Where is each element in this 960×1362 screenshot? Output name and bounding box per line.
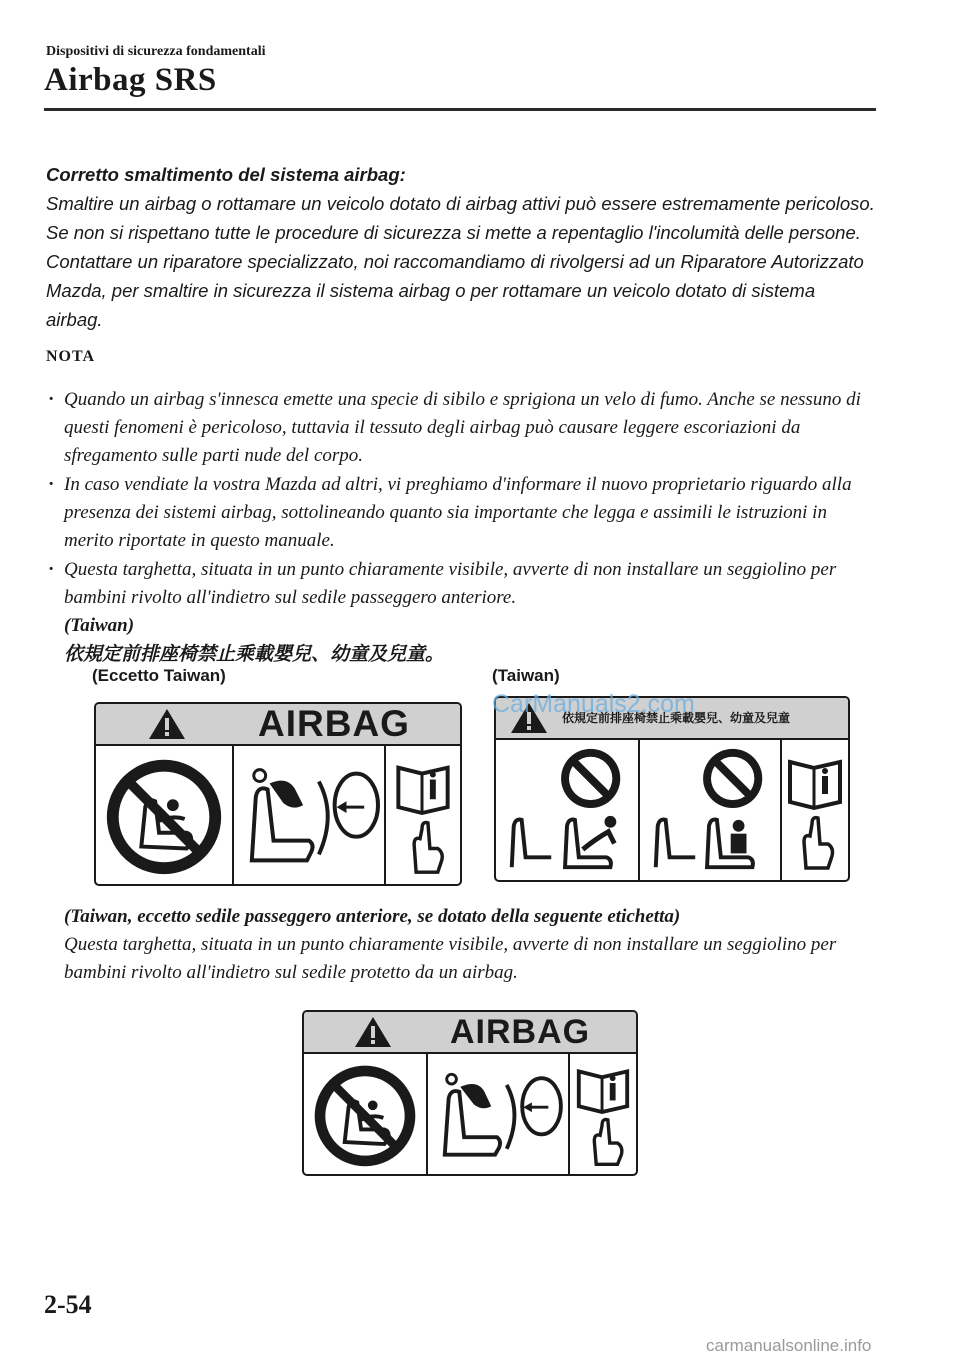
label-cell	[234, 746, 386, 884]
label-header	[96, 704, 460, 746]
taiwan-section	[64, 903, 876, 987]
read-manual-icon	[782, 740, 848, 880]
taiwan-section-body: Questa targhetta, situata in un punto chiaramente visibile, avverte di non installare un seggiolino per bambini rivolto all'indietro sul sedile protetto da un airbag.	[64, 934, 837, 983]
warning-block	[46, 160, 876, 334]
caption-taiwan: (Taiwan)	[492, 666, 560, 685]
no-rear-facing-child-seat-icon	[304, 1054, 426, 1174]
label-cell	[570, 1054, 636, 1174]
bullet: ·	[48, 474, 55, 495]
note-label: NOTA	[46, 348, 96, 365]
read-manual-icon	[386, 746, 460, 884]
page-title: Airbag SRS	[44, 62, 217, 98]
taiwan-label: (Taiwan)	[64, 615, 135, 636]
taiwan-chinese-text: 依規定前排座椅禁止乘載嬰兒、幼童及兒童。	[64, 643, 445, 665]
caption-except-taiwan: (Eccetto Taiwan)	[92, 666, 226, 685]
no-infant-front-seat-icon	[640, 740, 780, 880]
taiwan-header-text: 依規定前排座椅禁止乘載嬰兒、幼童及兒童	[562, 711, 791, 725]
footer-site-watermark: carmanualsonline.info	[706, 1336, 872, 1355]
warning-triangle-icon	[354, 1016, 392, 1048]
note-text: Quando un airbag s'innesca emette una specie di sibilo e sprigiona un velo di fumo. Anche se nessuno di questi fenomeni è pericoloso, tuttavia il tessuto degli airbag può causare leggere escoriazioni da sfregamento sulle parti nude del corpo.	[64, 389, 861, 466]
read-manual-icon	[570, 1054, 636, 1174]
airbag-label-text: AIRBAG	[258, 703, 410, 744]
taiwan-airbag-label	[494, 696, 850, 882]
note-list	[46, 386, 876, 669]
list-item	[46, 556, 876, 668]
airbag-impact-child-icon	[234, 746, 384, 884]
label-cells	[304, 1054, 636, 1174]
no-child-front-seat-icon	[496, 740, 638, 880]
warning-triangle-icon	[148, 708, 186, 740]
watermark: CarManuals2.com	[492, 690, 695, 718]
no-rear-facing-child-seat-icon	[96, 746, 232, 884]
label-cells	[96, 746, 460, 884]
airbag-warning-label-2	[302, 1010, 638, 1176]
warning-body: Smaltire un airbag o rottamare un veicolo dotato di airbag attivi può essere estremamente pericoloso. Se non si rispettano tutte le procedure di sicurezza si mette a repentaglio l'incolumità delle persone. Contattare un riparatore specializzato, noi raccomandiamo di rivolgersi ad un Riparatore Autorizzato Mazda, per smaltire in sicurezza il sistema airbag o per rottamare un veicolo dotato di sistema airbag.	[46, 193, 875, 330]
title-divider	[44, 108, 876, 111]
taiwan-section-heading: (Taiwan, eccetto sedile passeggero anteriore, se dotato della seguente etichetta)	[64, 906, 681, 927]
note-text: In caso vendiate la vostra Mazda ad altri, vi preghiamo d'informare il nuovo proprietario riguardo alla presenza dei sistemi airbag, sottolineando quanto sia importante che legga e assimili le istruzioni in merito riportate in questo manuale.	[64, 474, 852, 551]
label-cell	[782, 740, 848, 880]
label-cell	[386, 746, 460, 884]
label-cell	[428, 1054, 570, 1174]
label-cell	[496, 740, 640, 880]
label-cell	[96, 746, 234, 884]
list-item	[46, 471, 876, 555]
airbag-impact-child-icon	[428, 1054, 568, 1174]
list-item	[46, 386, 876, 470]
note-text: Questa targhetta, situata in un punto chiaramente visibile, avverte di non installare un seggiolino per bambini rivolto all'indietro sul sedile passeggero anteriore.	[64, 559, 837, 608]
airbag-warning-label	[94, 702, 462, 886]
label-cells	[496, 740, 848, 880]
airbag-label-text: AIRBAG	[450, 1013, 591, 1051]
bullet: ·	[48, 389, 55, 410]
warning-heading: Corretto smaltimento del sistema airbag:	[46, 164, 406, 185]
section-label: Dispositivi di sicurezza fondamentali	[46, 44, 266, 59]
bullet: ·	[48, 559, 55, 580]
label-cell	[640, 740, 782, 880]
label-header	[304, 1012, 636, 1054]
page-number: 2-54	[44, 1290, 92, 1319]
label-cell	[304, 1054, 428, 1174]
